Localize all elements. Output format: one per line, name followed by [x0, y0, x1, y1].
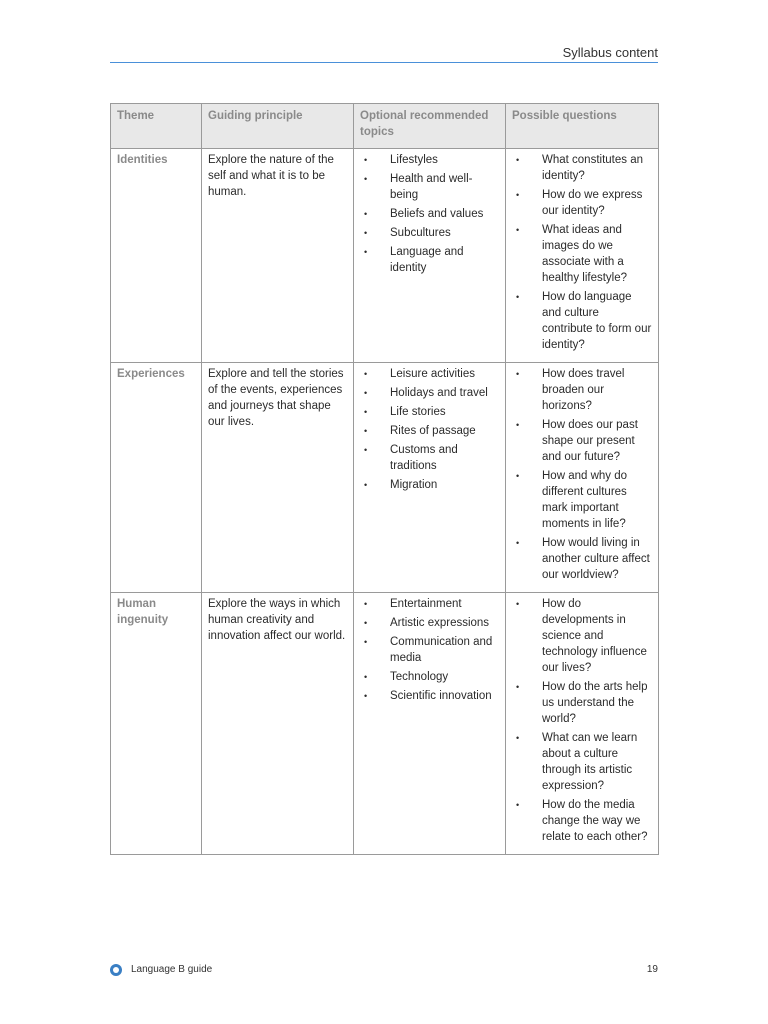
list-item: • Leisure activities: [360, 366, 499, 382]
list-item: • Scientific innovation: [360, 688, 499, 704]
list-item: • How and why do different cultures mark important moments in life?: [512, 468, 652, 532]
column-header-theme: Theme: [111, 104, 202, 149]
page-number: 19: [646, 964, 658, 975]
table-row: [111, 149, 659, 363]
questions-list: [512, 596, 652, 845]
table-header-row: [111, 104, 659, 149]
topics-cell: [354, 363, 506, 593]
ib-logo-icon: [110, 964, 122, 976]
list-item: • How would living in another culture affect our worldview?: [512, 535, 652, 583]
topics-list: [360, 366, 499, 493]
list-item: • Communication and media: [360, 634, 499, 666]
list-item: • How do the arts help us understand the world?: [512, 679, 652, 727]
list-item: • Lifestyles: [360, 152, 499, 168]
topics-cell: [354, 149, 506, 363]
theme-cell: Experiences: [111, 363, 202, 593]
principle-cell: Explore and tell the stories of the events, experiences and journeys that shape our lives.: [202, 363, 354, 593]
list-item: • Health and well-being: [360, 171, 499, 203]
topics-list: [360, 152, 499, 276]
list-item: • What constitutes an identity?: [512, 152, 652, 184]
list-item: • How do developments in science and technology influence our lives?: [512, 596, 652, 676]
footer-guide-title: Language B guide: [131, 964, 213, 975]
list-item: • Life stories: [360, 404, 499, 420]
list-item: • How do language and culture contribute to form our identity?: [512, 289, 652, 353]
questions-cell: [506, 363, 659, 593]
header-divider: [110, 62, 658, 63]
list-item: • Rites of passage: [360, 423, 499, 439]
topics-cell: [354, 593, 506, 855]
topics-list: [360, 596, 499, 704]
theme-cell: Identities: [111, 149, 202, 363]
list-item: • Migration: [360, 477, 499, 493]
table-row: [111, 593, 659, 855]
list-item: • Technology: [360, 669, 499, 685]
questions-cell: [506, 149, 659, 363]
column-header-questions: Possible questions: [506, 104, 659, 149]
questions-list: [512, 152, 652, 353]
list-item: • Entertainment: [360, 596, 499, 612]
list-item: • Customs and traditions: [360, 442, 499, 474]
theme-cell: Human ingenuity: [111, 593, 202, 855]
list-item: • Beliefs and values: [360, 206, 499, 222]
list-item: • How do we express our identity?: [512, 187, 652, 219]
page-section-title: Syllabus content: [562, 45, 658, 60]
list-item: • Holidays and travel: [360, 385, 499, 401]
list-item: • Subcultures: [360, 225, 499, 241]
questions-list: [512, 366, 652, 583]
list-item: • What ideas and images do we associate with a healthy lifestyle?: [512, 222, 652, 286]
syllabus-table: [110, 103, 659, 855]
questions-cell: [506, 593, 659, 855]
list-item: • Language and identity: [360, 244, 499, 276]
list-item: • Artistic expressions: [360, 615, 499, 631]
list-item: • How does travel broaden our horizons?: [512, 366, 652, 414]
list-item: • How does our past shape our present and our future?: [512, 417, 652, 465]
table-row: [111, 363, 659, 593]
list-item: • How do the media change the way we relate to each other?: [512, 797, 652, 845]
column-header-topics: Optional recommended topics: [354, 104, 506, 149]
principle-cell: Explore the nature of the self and what it is to be human.: [202, 149, 354, 363]
column-header-guiding-principle: Guiding principle: [202, 104, 354, 149]
principle-cell: Explore the ways in which human creativity and innovation affect our world.: [202, 593, 354, 855]
list-item: • What can we learn about a culture through its artistic expression?: [512, 730, 652, 794]
